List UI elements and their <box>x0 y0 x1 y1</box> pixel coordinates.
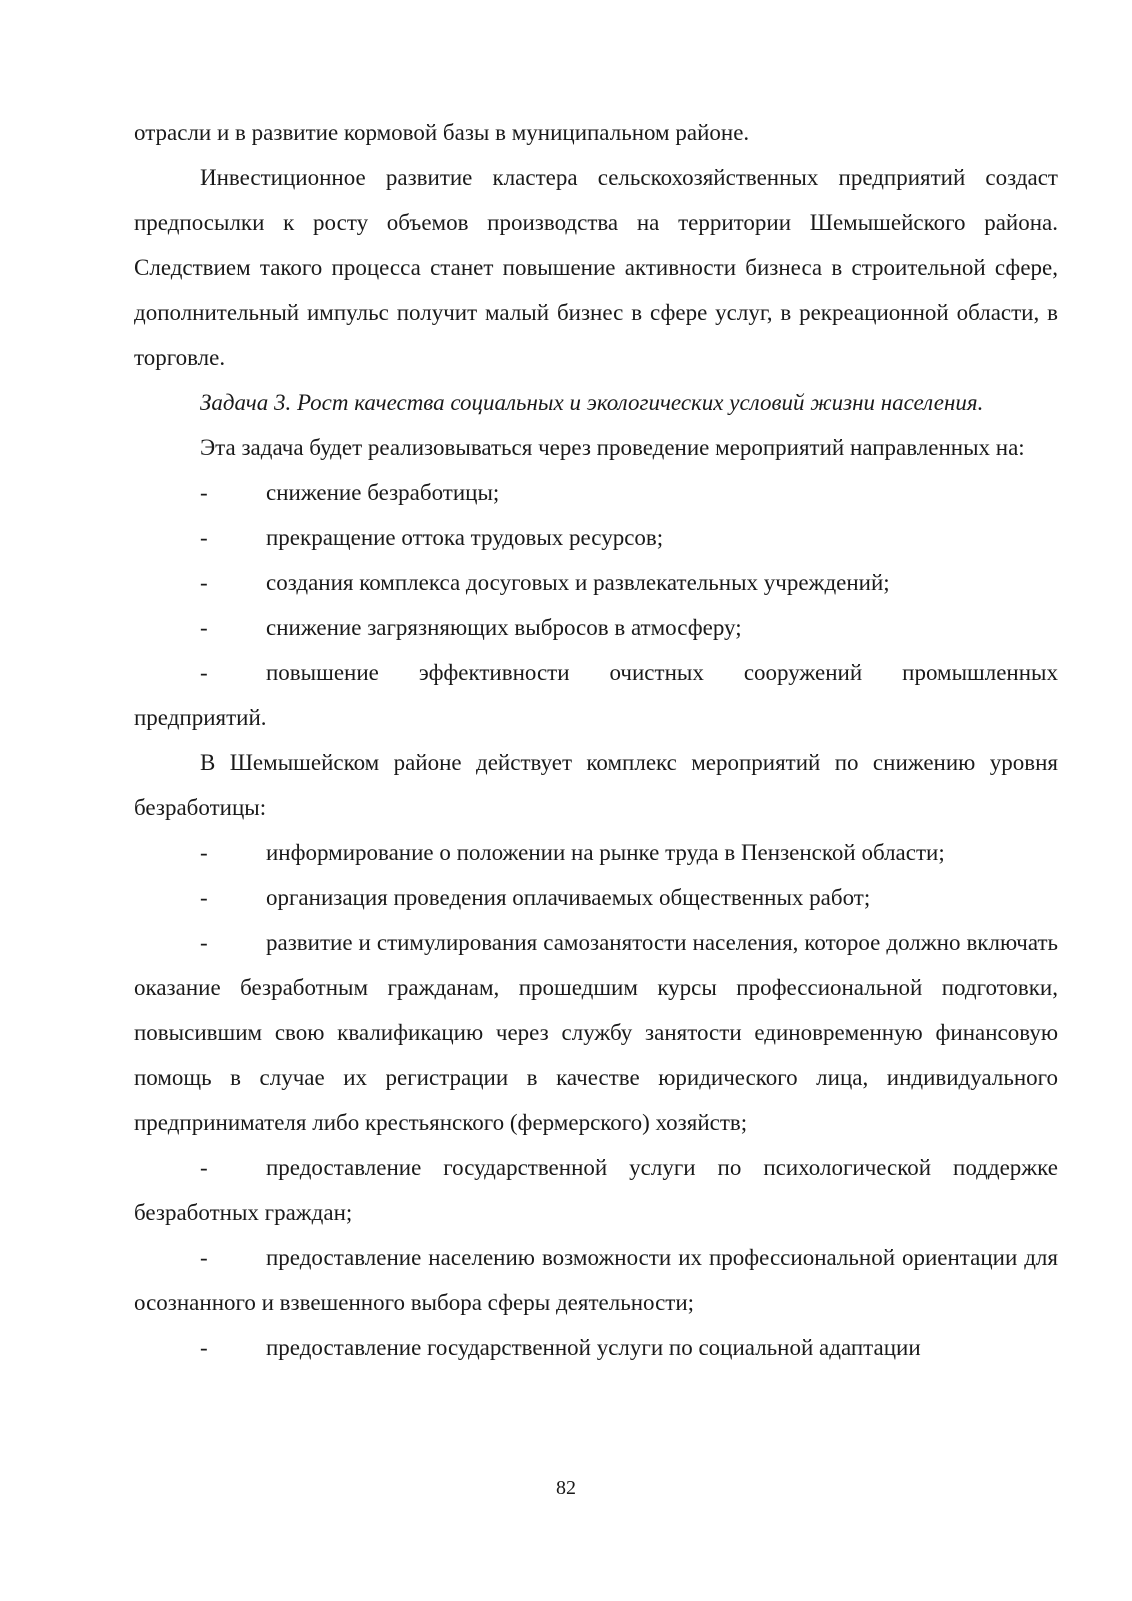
list-item <box>134 830 1058 875</box>
list-item-text: предоставление населению возможности их профессиональной ориентации для осознанного и взвешенного выбора сферы деятельности; <box>134 1245 1058 1315</box>
document-body <box>134 110 1058 1370</box>
list-item <box>134 1235 1058 1325</box>
list-dash: - <box>200 480 208 505</box>
list-item-text: развитие и стимулирования самозанятости населения, которое должно включать оказание безработным гражданам, прошедшим курсы профессиональной подготовки, повысившим свою квалификацию через службу занятости единовременную финансовую помощь в случае их регистрации в качестве юридического лица, индивидуального предпринимателя либо крестьянского (фермерского) хозяйств; <box>134 930 1058 1135</box>
list-item-text: организация проведения оплачиваемых общественных работ; <box>266 885 871 910</box>
list-item-text: создания комплекса досуговых и развлекательных учреждений; <box>266 570 890 595</box>
list-item-text: информирование о положении на рынке труда в Пензенской области; <box>266 840 945 865</box>
paragraph: Эта задача будет реализовываться через проведение мероприятий направленных на: <box>200 435 1025 460</box>
paragraph: Инвестиционное развитие кластера сельскохозяйственных предприятий создаст предпосылки к росту объемов производства на территории Шемышейского района. Следствием такого процесса станет повышение активности бизнеса в строительной сфере, дополнительный импульс получит малый бизнес в сфере услуг, в рекреационной области, в торговле. <box>134 165 1058 370</box>
list-dash: - <box>200 525 208 550</box>
list-item <box>134 470 1058 515</box>
list-item-text: снижение безработицы; <box>266 480 500 505</box>
list-item-text: предоставление государственной услуги по психологической поддержке безработных граждан; <box>134 1155 1058 1225</box>
list-dash: - <box>200 885 208 910</box>
list-item <box>134 1325 1058 1370</box>
task-heading: Задача 3. Рост качества социальных и экологических условий жизни населения. <box>200 390 984 415</box>
list-item-text: снижение загрязняющих выбросов в атмосферу; <box>266 615 742 640</box>
list-dash: - <box>200 660 208 685</box>
list-dash: - <box>200 615 208 640</box>
list-dash: - <box>200 1245 208 1270</box>
paragraph: В Шемышейском районе действует комплекс мероприятий по снижению уровня безработицы: <box>134 750 1058 820</box>
page-number: 82 <box>556 1477 576 1499</box>
list-item <box>134 920 1058 1145</box>
list-item-text: предоставление государственной услуги по социальной адаптации <box>266 1335 921 1360</box>
list-item <box>134 875 1058 920</box>
list-item-text: прекращение оттока трудовых ресурсов; <box>266 525 664 550</box>
list-item <box>134 605 1058 650</box>
paragraph: отрасли и в развитие кормовой базы в муниципальном районе. <box>134 120 750 145</box>
list-item <box>134 650 1058 740</box>
list-item <box>134 515 1058 560</box>
list-item <box>134 1145 1058 1235</box>
list-dash: - <box>200 840 208 865</box>
list-dash: - <box>200 1155 208 1180</box>
list-dash: - <box>200 930 208 955</box>
list-item <box>134 560 1058 605</box>
list-dash: - <box>200 1335 208 1360</box>
list-item-text: повышение эффективности очистных сооружений промышленных предприятий. <box>134 660 1058 730</box>
list-dash: - <box>200 570 208 595</box>
